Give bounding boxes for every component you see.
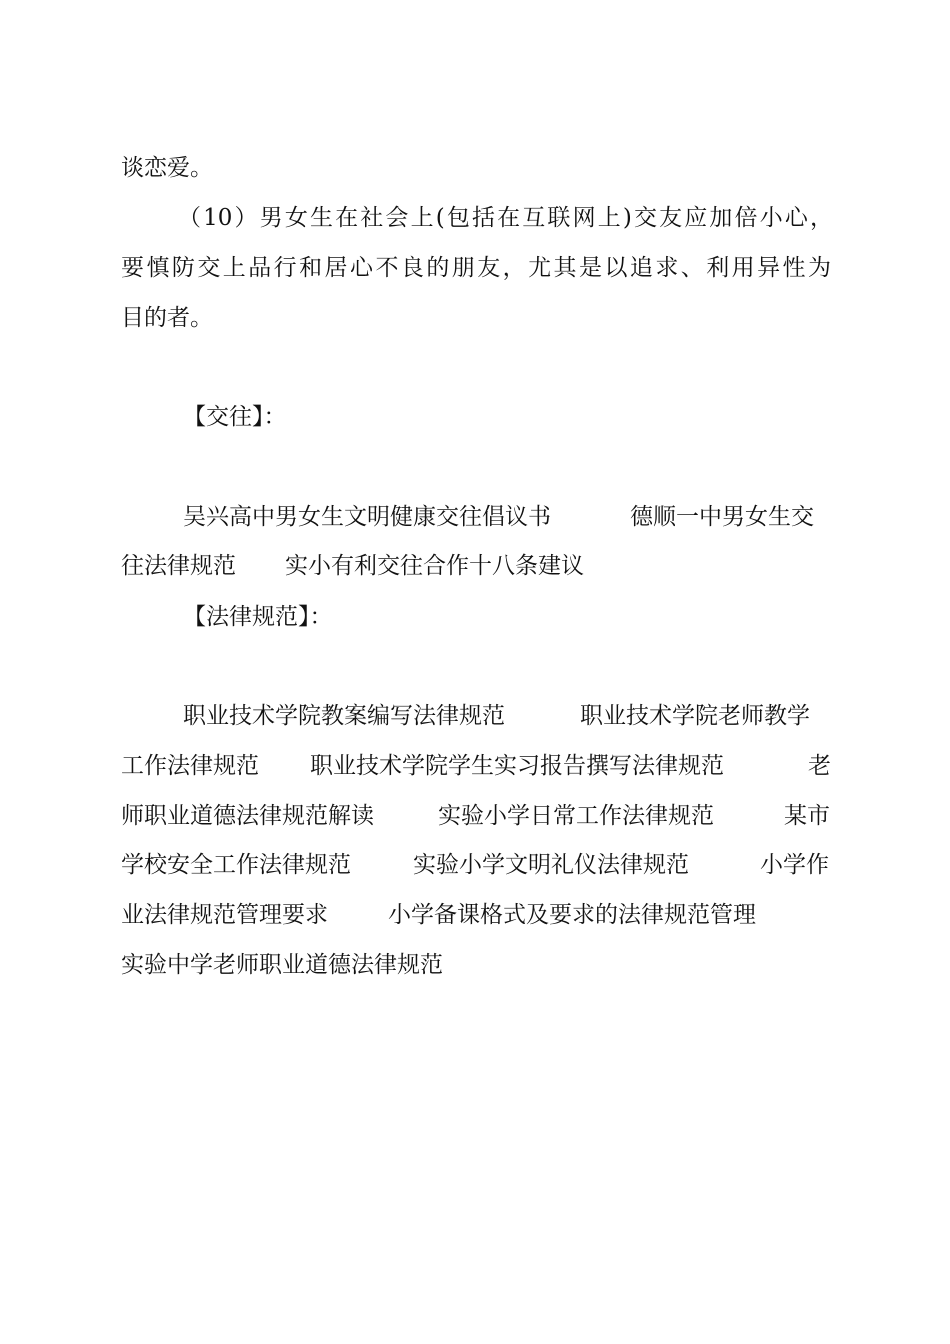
text-line: （10）男女生在社会上(包括在互联网上)交友应加倍小心， xyxy=(178,205,833,231)
related-links-row-8 xyxy=(0,945,950,985)
related-links-row-4 xyxy=(0,746,950,786)
related-link[interactable]: 职业技术学院学生实习报告撰写法律规范 xyxy=(310,753,724,779)
text-line: 目的者。 xyxy=(121,305,213,331)
related-link[interactable]: 某市 xyxy=(784,803,830,829)
section-heading: 【法律规范】： xyxy=(183,604,333,630)
text-line: 要慎防交上品行和居心不良的朋友，尤其是以追求、利用异性为 xyxy=(121,255,831,281)
section-heading-jiaowang xyxy=(0,397,950,437)
related-link[interactable]: 实验小学日常工作法律规范 xyxy=(438,803,714,829)
related-link[interactable]: 老 xyxy=(808,753,831,779)
related-link[interactable]: 职业技术学院老师教学 xyxy=(580,703,810,729)
related-link[interactable]: 往法律规范 xyxy=(121,553,236,579)
section-heading-falv xyxy=(0,597,950,637)
paragraph-10-line-2 xyxy=(0,248,950,288)
related-link[interactable]: 吴兴高中男女生文明健康交往倡议书 xyxy=(183,504,551,530)
related-links-row-6 xyxy=(0,845,950,885)
text-line: 谈恋爱。 xyxy=(121,155,213,181)
related-link[interactable]: 实小有利交往合作十八条建议 xyxy=(285,553,584,579)
paragraph-10-line-1 xyxy=(0,198,950,238)
related-link[interactable]: 德顺一中男女生交 xyxy=(630,504,814,530)
related-link[interactable]: 实验小学文明礼仪法律规范 xyxy=(413,852,689,878)
paragraph-tail xyxy=(0,148,950,188)
related-link[interactable]: 学校安全工作法律规范 xyxy=(121,852,351,878)
related-links-row-7 xyxy=(0,895,950,935)
related-link[interactable]: 小学备课格式及要求的法律规范管理 xyxy=(388,902,756,928)
related-link[interactable]: 工作法律规范 xyxy=(121,753,259,779)
related-link[interactable]: 业法律规范管理要求 xyxy=(121,902,328,928)
related-links-row-3 xyxy=(0,696,950,736)
related-link[interactable]: 师职业道德法律规范解读 xyxy=(121,803,374,829)
section-heading: 【交往】： xyxy=(183,404,287,430)
related-links-row-5 xyxy=(0,796,950,836)
related-link[interactable]: 实验中学老师职业道德法律规范 xyxy=(121,952,443,978)
related-link[interactable]: 小学作 xyxy=(760,852,829,878)
related-links-row-2 xyxy=(0,546,950,586)
related-link[interactable]: 职业技术学院教案编写法律规范 xyxy=(183,703,505,729)
paragraph-10-line-3 xyxy=(0,298,950,338)
related-links-row-1 xyxy=(0,497,950,537)
